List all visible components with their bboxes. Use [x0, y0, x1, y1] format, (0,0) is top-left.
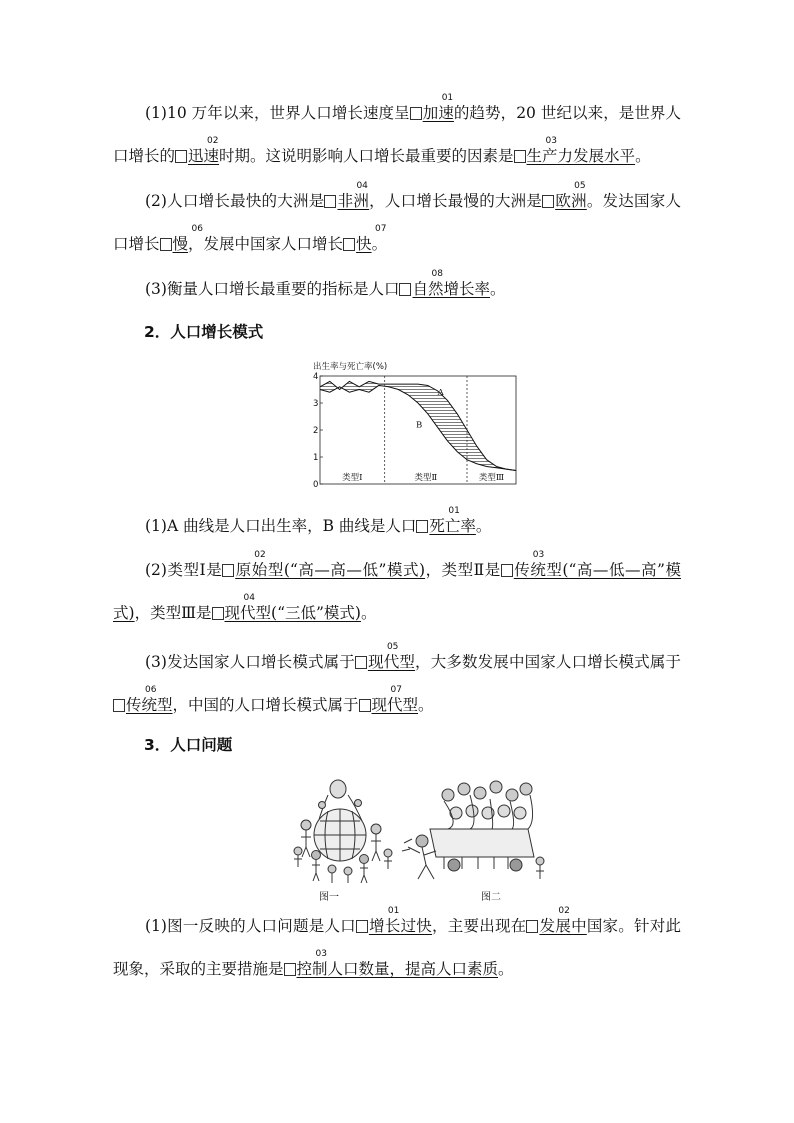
answer-8: 08 自然增长率 — [399, 280, 490, 298]
answer-1: 01 加速 — [410, 104, 454, 122]
answer-box-icon — [284, 963, 296, 976]
y-axis-label: 出生率与死亡率(%) — [313, 362, 388, 372]
answer-box-icon — [542, 195, 554, 208]
question-country-models: (3)发达国家人口增长模式属于 05 现代型，大多数发展中国家人口增长模式属于 06 传统型，中国的人口增长模式属于 07 现代型。 — [113, 641, 681, 727]
figure-caption-1: 图一 — [319, 892, 339, 903]
growth-model-chart-svg — [310, 358, 520, 488]
answer-2: 02 原始型(“高—高—低”模式) — [222, 561, 425, 579]
answer-6: 06 传统型 — [113, 696, 173, 714]
answer-box-icon — [399, 283, 411, 296]
answer-box-icon — [343, 238, 355, 251]
answer-7: 07 现代型 — [359, 696, 419, 714]
answer-box-icon — [416, 520, 428, 533]
paragraph-continents: (2)人口增长最快的大洲是 04 非洲，人口增长最慢的大洲是 05 欧洲。发达国家人口增长 06 慢，发展中国家人口增长 07 快。 — [113, 181, 681, 253]
answer-box-icon — [113, 699, 125, 712]
series-label-A: A — [437, 387, 444, 398]
answer-4: 04 非洲 — [324, 192, 369, 210]
section-heading-population-problems: 3．人口问题 — [144, 736, 233, 754]
question-curve-b: (1)A 曲线是人口出生率，B 曲线是人口 01 死亡率。 — [145, 506, 492, 535]
y-tick-label: 0 — [313, 480, 319, 488]
answer-box-icon — [212, 607, 224, 620]
answer-4: 04 现代型(“三低”模式) — [212, 604, 361, 622]
figure-caption-2: 图二 — [481, 892, 501, 903]
answer-7: 07 快 — [343, 235, 372, 253]
cartoon-aging-illustration — [400, 775, 550, 887]
answer-6: 06 慢 — [160, 235, 189, 253]
answer-2: 02 发展中 — [526, 917, 586, 935]
paragraph-indicator: (3)衡量人口增长最重要的指标是人口 08 自然增长率。 — [145, 269, 506, 298]
y-tick-label: 2 — [313, 426, 319, 436]
answer-box-icon — [160, 238, 172, 251]
answer-3: 03 控制人口数量，提高人口素质 — [284, 960, 499, 978]
answer-box-icon — [356, 920, 368, 933]
y-tick-label: 3 — [313, 399, 319, 409]
answer-box-icon — [514, 150, 526, 163]
paragraph-growth-speed: (1)10 万年以来，世界人口增长速度呈 01 加速的趋势，20 世纪以来，是世界人口增长的 02 迅速时期。这说明影响人口增长最重要的因素是 03 生产力发展水平。 — [113, 93, 681, 165]
region-label: 类型Ⅱ — [414, 473, 438, 483]
y-tick-label: 1 — [313, 453, 319, 463]
series-label-B: B — [416, 420, 423, 431]
answer-box-icon — [355, 656, 367, 669]
answer-box-icon — [501, 564, 513, 577]
answer-box-icon — [324, 195, 336, 208]
answer-1: 01 增长过快 — [356, 917, 432, 935]
section-heading-growth-model: 2．人口增长模式 — [144, 323, 264, 341]
region-label: 类型Ⅰ — [342, 473, 363, 483]
region-label: 类型Ⅲ — [478, 473, 505, 483]
growth-model-chart — [310, 358, 520, 488]
y-tick-label: 4 — [313, 372, 319, 382]
question-problem-figure-1: (1)图一反映的人口问题是人口 01 增长过快，主要出现在 02 发展中国家。针对此现象，采取的主要措施是 03 控制人口数量，提高人口素质。 — [113, 906, 681, 978]
answer-box-icon — [410, 107, 422, 120]
answer-3: 03 传统型(“高—低—高”模式) — [113, 550, 681, 622]
answer-1: 01 死亡率 — [416, 517, 476, 535]
answer-3: 03 生产力发展水平 — [514, 147, 636, 165]
cartoon-overpopulation-illustration — [292, 775, 400, 885]
answer-5: 05 欧洲 — [542, 192, 587, 210]
question-model-types: (2)类型Ⅰ是 02 原始型(“高—高—低”模式)，类型Ⅱ是 03 传统型(“高—低—高”模式)，类型Ⅲ是 04 现代型(“三低”模式)。 — [113, 550, 681, 622]
answer-box-icon — [175, 150, 187, 163]
answer-box-icon — [526, 920, 538, 933]
answer-box-icon — [359, 699, 371, 712]
answer-2: 02 迅速 — [175, 147, 219, 165]
answer-5: 05 现代型 — [355, 653, 415, 671]
answer-box-icon — [222, 564, 234, 577]
